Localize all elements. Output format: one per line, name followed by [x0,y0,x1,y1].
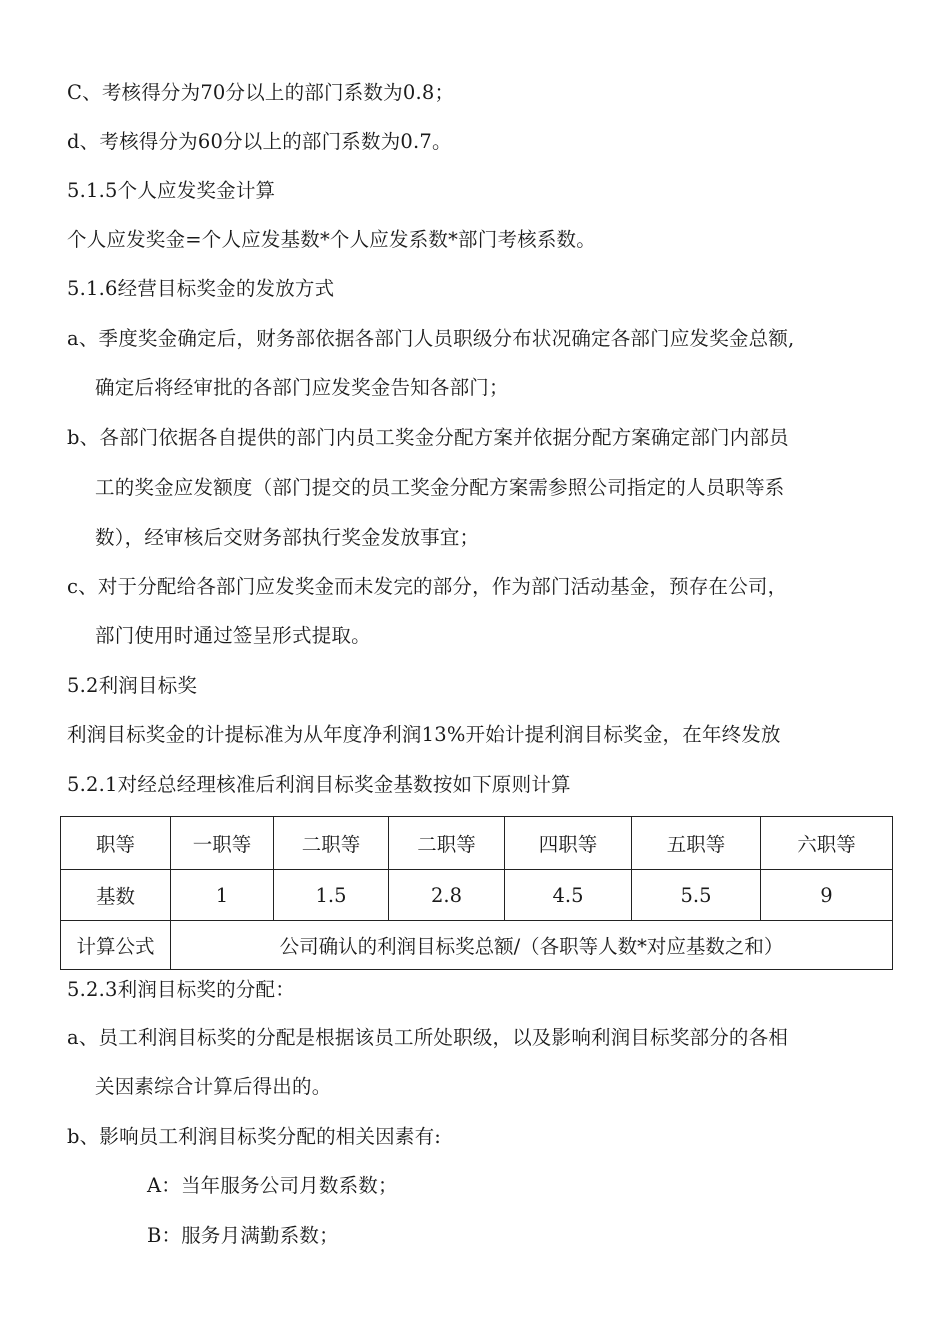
table-header-cell: 二职等 [389,817,505,870]
table-header-cell: 四职等 [505,817,632,870]
section-heading: 5.1.5个人应发奖金计算 [67,179,276,202]
list-item: a、季度奖金确定后，财务部依据各部门人员职级分布状况确定各部门应发奖金总额, [67,327,795,350]
table-cell: 9 [761,870,893,921]
list-item-continuation: 部门使用时通过签呈形式提取。 [95,624,371,647]
list-item: b、影响员工利润目标奖分配的相关因素有: [67,1125,442,1148]
list-item-continuation: 确定后将经审批的各部门应发奖金告知各部门； [95,376,509,399]
table-cell: 4.5 [505,870,632,921]
list-item: A：当年服务公司月数系数； [147,1174,398,1197]
table-row [61,921,893,970]
table-header-cell: 五职等 [632,817,761,870]
table-header-cell: 二职等 [274,817,389,870]
table-row-label: 计算公式 [61,921,171,970]
table-header-cell: 职等 [61,817,171,870]
text-line: 利润目标奖金的计提标准为从年度净利润13%开始计提利润目标奖金，在年终发放 [67,723,781,746]
table-row-label: 基数 [61,870,171,921]
table-header-cell: 一职等 [171,817,274,870]
table-header-cell: 六职等 [761,817,893,870]
list-item-continuation: 数），经审核后交财务部执行奖金发放事宜； [95,526,480,549]
list-item-continuation: 关因素综合计算后得出的。 [95,1075,332,1098]
table-row [61,870,893,921]
text-line: C、考核得分为70分以上的部门系数为0.8； [67,81,455,104]
list-item: a、员工利润目标奖的分配是根据该员工所处职级，以及影响利润目标奖部分的各相 [67,1026,789,1049]
text-line: 个人应发奖金=个人应发基数*个人应发系数*部门考核系数。 [67,228,596,251]
text-line: d、考核得分为60分以上的部门系数为0.7。 [67,130,452,153]
table-cell: 1 [171,870,274,921]
section-heading: 5.1.6经营目标奖金的发放方式 [67,277,335,300]
list-item: b、各部门依据各自提供的部门内员工奖金分配方案并依据分配方案确定部门内部员 [67,426,789,449]
list-item: c、对于分配给各部门应发奖金而未发完的部分，作为部门活动基金，预存在公司， [67,575,788,598]
section-heading: 5.2利润目标奖 [67,674,198,697]
table-cell: 1.5 [274,870,389,921]
table-formula-cell: 公司确认的利润目标奖总额/（各职等人数*对应基数之和） [171,921,893,970]
list-item-continuation: 工的奖金应发额度（部门提交的员工奖金分配方案需参照公司指定的人员职等系 [95,476,785,499]
table-cell: 2.8 [389,870,505,921]
table-row [61,817,893,870]
section-heading: 5.2.1对经总经理核准后利润目标奖金基数按如下原则计算 [67,773,571,796]
section-heading: 5.2.3利润目标奖的分配： [67,978,295,1001]
grade-base-table [60,816,893,970]
list-item: B：服务月满勤系数； [147,1224,339,1247]
table-cell: 5.5 [632,870,761,921]
